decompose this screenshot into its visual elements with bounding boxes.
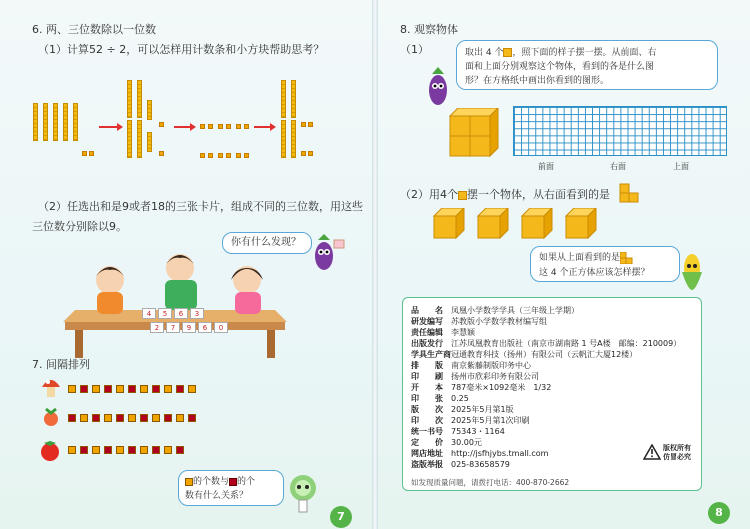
card: 5 (158, 308, 172, 319)
info-label: 版 次 (411, 405, 443, 414)
card: 6 (198, 322, 212, 333)
view-label-front: 前面 (538, 162, 554, 171)
square-grid-paper[interactable] (513, 106, 727, 156)
arrow-3-icon (254, 126, 272, 128)
info-label: 品 名 (411, 306, 443, 315)
info-value: 2025年5月第1次印刷 (451, 416, 530, 425)
quality-hotline-note: 如发现质量问题，请拨打电话：400-870-2662 (411, 478, 570, 487)
info-row (411, 372, 539, 382)
speech-bubble-relation (178, 470, 284, 506)
top-view-text: 如果从上面看到的是 (539, 253, 621, 263)
info-row (411, 449, 548, 459)
card: 2 (150, 322, 164, 333)
single-cube (432, 208, 466, 240)
info-row (411, 350, 637, 360)
sec7-title: 7. 间隔排列 (32, 358, 90, 371)
card: 6 (174, 308, 188, 319)
speech-bubble-observe (456, 40, 718, 90)
info-label: 责任编辑 (411, 328, 443, 337)
sub2-text-b: 摆一个物体，从右面看到的是 (467, 188, 610, 201)
bubble-discover-text: 你有什么发现？ (231, 237, 301, 248)
info-label: 盗版举报 (411, 460, 443, 469)
info-row (411, 438, 482, 448)
info-label: 印 张 (411, 394, 443, 403)
eggplant-mascot-icon (310, 230, 348, 274)
cube-stack-four (442, 108, 502, 164)
info-label: 排 版 (411, 361, 443, 370)
right-page (378, 0, 750, 529)
info-value: 30.00元 (451, 438, 482, 447)
top-view-line-2: 这 4 个正方体应该怎样摆？ (539, 268, 650, 278)
info-label: 研发编写 (411, 317, 443, 326)
info-value: 冠通教育科技（扬州）有限公司（云帆汇大厦12楼） (451, 350, 638, 359)
copyright-line-2: 仿冒必究 (663, 453, 691, 461)
card: 4 (142, 308, 156, 319)
observe-text-b: ，照下面的样子摆一摆。从前面、右 (512, 48, 657, 58)
warning-icon (643, 444, 661, 460)
right-view-shape-icon (618, 182, 642, 206)
cube-icon (458, 191, 467, 200)
publication-info-box (402, 297, 702, 491)
info-value: 025-83658579 (451, 460, 510, 469)
info-value: http://jsfhjybs.tmall.com (451, 449, 549, 458)
view-label-top: 上面 (673, 162, 689, 171)
info-row (411, 328, 475, 338)
info-value: 李慧颖 (451, 328, 475, 337)
left-page (0, 0, 372, 529)
arrow-2-icon (174, 126, 192, 128)
info-row (411, 339, 681, 349)
speech-bubble-top-view (530, 246, 680, 282)
sec8-sub1: （1） (400, 43, 429, 56)
page-number-right: 8 (708, 502, 730, 524)
info-label: 学具生产商 (411, 350, 451, 359)
card: 0 (214, 322, 228, 333)
sec6-question-2-line1: （2）任选出和是9或者18的三张卡片，组成不同的三位数，用这些 (38, 200, 363, 213)
corn-mascot-icon (678, 250, 706, 294)
top-view-line-1 (539, 251, 636, 265)
info-row (411, 460, 510, 470)
sec6-question-1: （1）计算52 ÷ 2，可以怎样用计数条和小方块帮助思考？ (38, 43, 325, 56)
sub2-text-a: （2）用4个 (400, 188, 458, 201)
info-row (411, 405, 514, 415)
relation-text-a: 的个数与 (193, 477, 230, 487)
info-label: 印 次 (411, 416, 443, 425)
card: 3 (190, 308, 204, 319)
tomato-icon (38, 437, 62, 463)
info-row (411, 306, 579, 316)
radish-icon (40, 405, 62, 429)
observe-line-3: 形？在方格纸中画出你看到的图形。 (465, 76, 610, 86)
info-value: 2025年5月第1版 (451, 405, 514, 414)
mushroom-icon (40, 375, 62, 399)
info-row (411, 317, 547, 327)
relation-text-b: 的个 (237, 477, 256, 487)
info-row (411, 383, 551, 393)
info-label: 印 刷 (411, 372, 443, 381)
observe-text-a: 取出 4 个 (465, 48, 504, 58)
info-row (411, 394, 469, 404)
info-value: 0.25 (451, 394, 469, 403)
single-cube (476, 208, 510, 240)
red-square-icon (229, 478, 237, 486)
info-row (411, 361, 531, 371)
top-view-shape-icon (620, 252, 636, 264)
info-value: 江苏凤凰教育出版社（南京市湖南路 1 号A楼 邮编：210009） (451, 339, 682, 348)
relation-line-2: 数有什么关系？ (185, 491, 249, 501)
info-value: 787毫米×1092毫米 1/32 (451, 383, 552, 392)
view-label-right: 右面 (610, 162, 626, 171)
card: 7 (166, 322, 180, 333)
single-cube (564, 208, 598, 240)
sec6-question-2-line2: 三位数分别除以9。 (32, 220, 127, 233)
info-row (411, 416, 530, 426)
info-value: 75343・1164 (451, 427, 505, 436)
info-label: 出版发行 (411, 339, 443, 348)
info-label: 定 价 (411, 438, 443, 447)
sec6-title: 6. 两、三位数除以一位数 (32, 23, 156, 36)
single-cube (520, 208, 554, 240)
sec8-sub2 (400, 188, 610, 202)
eggplant-mascot-right-icon (423, 62, 453, 108)
yellow-square-icon (185, 478, 193, 486)
info-value: 苏教版小学数学教材编写组 (451, 317, 547, 326)
info-label: 网店地址 (411, 449, 443, 458)
info-value: 扬州市欣彩印务有限公司 (451, 372, 539, 381)
cabbage-mascot-icon (285, 468, 321, 516)
observe-line-1 (465, 46, 656, 60)
children-playing-cards-illustration (55, 250, 295, 360)
info-value: 凤凰小学数学学具（三年级上学期） (451, 306, 579, 315)
page-number-left: 7 (330, 506, 352, 528)
card: 9 (182, 322, 196, 333)
relation-line-1 (185, 475, 255, 489)
sec8-title: 8. 观察物体 (400, 23, 458, 36)
observe-line-2: 面和上面分别观察这个物体，看到的各是什么图 (465, 62, 655, 72)
info-row (411, 427, 505, 437)
info-label: 开 本 (411, 383, 443, 392)
copyright-line-1: 版权所有 (663, 444, 691, 452)
arrow-1-icon (99, 126, 119, 128)
info-value: 南京紫藤制版印务中心 (451, 361, 531, 370)
info-label: 统一书号 (411, 427, 443, 436)
